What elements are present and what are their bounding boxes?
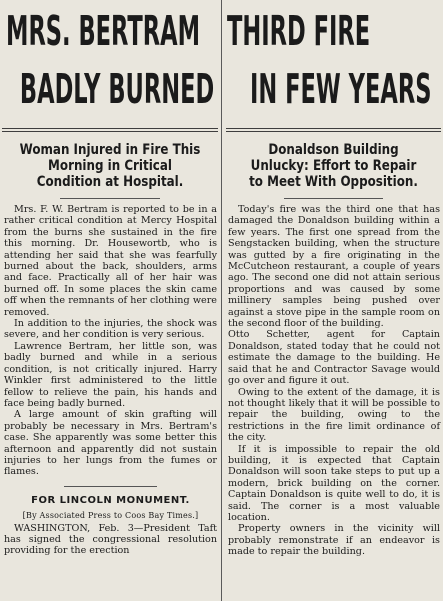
paragraph: Today's fire was the third one that has damaged the Donaldson building within a few years. The first one spread from the Sengstacken building, when the structure was gutted by a fire originating in the McCutcheon restaurant, a couple of years ago. The second one did not attain serious proportions and was caused by some millinery samples being pushed over against a stove pipe in the sample room on the second floor of the building. <box>228 204 440 330</box>
deck-rule <box>284 198 383 199</box>
paragraph: Lawrence Bertram, her little son, was badly burned and while in a serious condition, is not critically injured. Harry Winkler first administered to the little fellow to relieve the pain, his hands and face being badly burned. <box>4 340 217 409</box>
brief-paragraph: WASHINGTON, Feb. 3—President Taft has signed the congressional resolution providing for the erection <box>4 522 217 557</box>
deck-rule <box>60 198 160 199</box>
headline-rule <box>226 131 441 132</box>
headline-line-1: THIRD FIRE <box>227 7 371 55</box>
section-rule <box>64 486 157 487</box>
paragraph: Owing to the extent of the damage, it is not thought likely that it will be possible to repair the building, owing to the restrictions in the fire limit ordinance of the city. <box>228 386 440 444</box>
paragraph: A large amount of skin grafting will probably be necessary in Mrs. Bertram's case. She apparently was some better this afternoon and apparently did not sustain injuries to her lungs from the fumes or flames. <box>4 409 217 478</box>
brief-subhead: FOR LINCOLN MONUMENT. <box>31 494 190 506</box>
paragraph: Otto Schetter, agent for Captain Donaldson, stated today that he could not estimate the damage to the building. He said that he and Contractor Savage would go over and figure it out. <box>228 329 440 387</box>
article-bertram <box>0 0 220 601</box>
wire-credit: [By Associated Press to Coos Bay Times.] <box>22 511 199 521</box>
article-deck: Donaldson Building Unlucky: Effort to Repair to Meet With Opposition. <box>249 142 418 190</box>
headline-rule <box>2 131 218 132</box>
headline-rule <box>226 128 441 129</box>
article-body <box>228 204 440 558</box>
headline-line-2: IN FEW YEARS <box>250 65 432 113</box>
headline-line-1: MRS. BERTRAM <box>6 7 201 55</box>
headline-line-2: BADLY BURNED <box>19 65 214 113</box>
paragraph: Mrs. F. W. Bertram is reported to be in a rather critical condition at Mercy Hospital from the burns she sustained in the fire this morning. Dr. Housewortb, who is attending her said that she was fearfully burned about the back, shoulders, arms and face. Practically all of her hair was burned off. In some places the skin came off when the remnants of her clothing were removed. <box>4 204 217 318</box>
headline-rule <box>2 128 218 129</box>
article-body <box>4 204 217 557</box>
article-deck: Woman Injured in Fire This Morning in Critical Condition at Hospital. <box>19 142 201 190</box>
article-third-fire <box>224 0 443 601</box>
paragraph: In addition to the injuries, the shock was severe, and her condition is very serious. <box>4 318 217 341</box>
paragraph: If it is impossible to repair the old building, it is expected that Captain Donaldson will soon take steps to put up a modern, brick building on the corner. Captain Donaldson is quite well to do, it is said. The corner is a most valuable location. <box>228 443 440 523</box>
paragraph: Property owners in the vicinity will probably remonstrate if an endeavor is made to repair the building. <box>228 523 440 558</box>
column-divider <box>221 0 222 601</box>
